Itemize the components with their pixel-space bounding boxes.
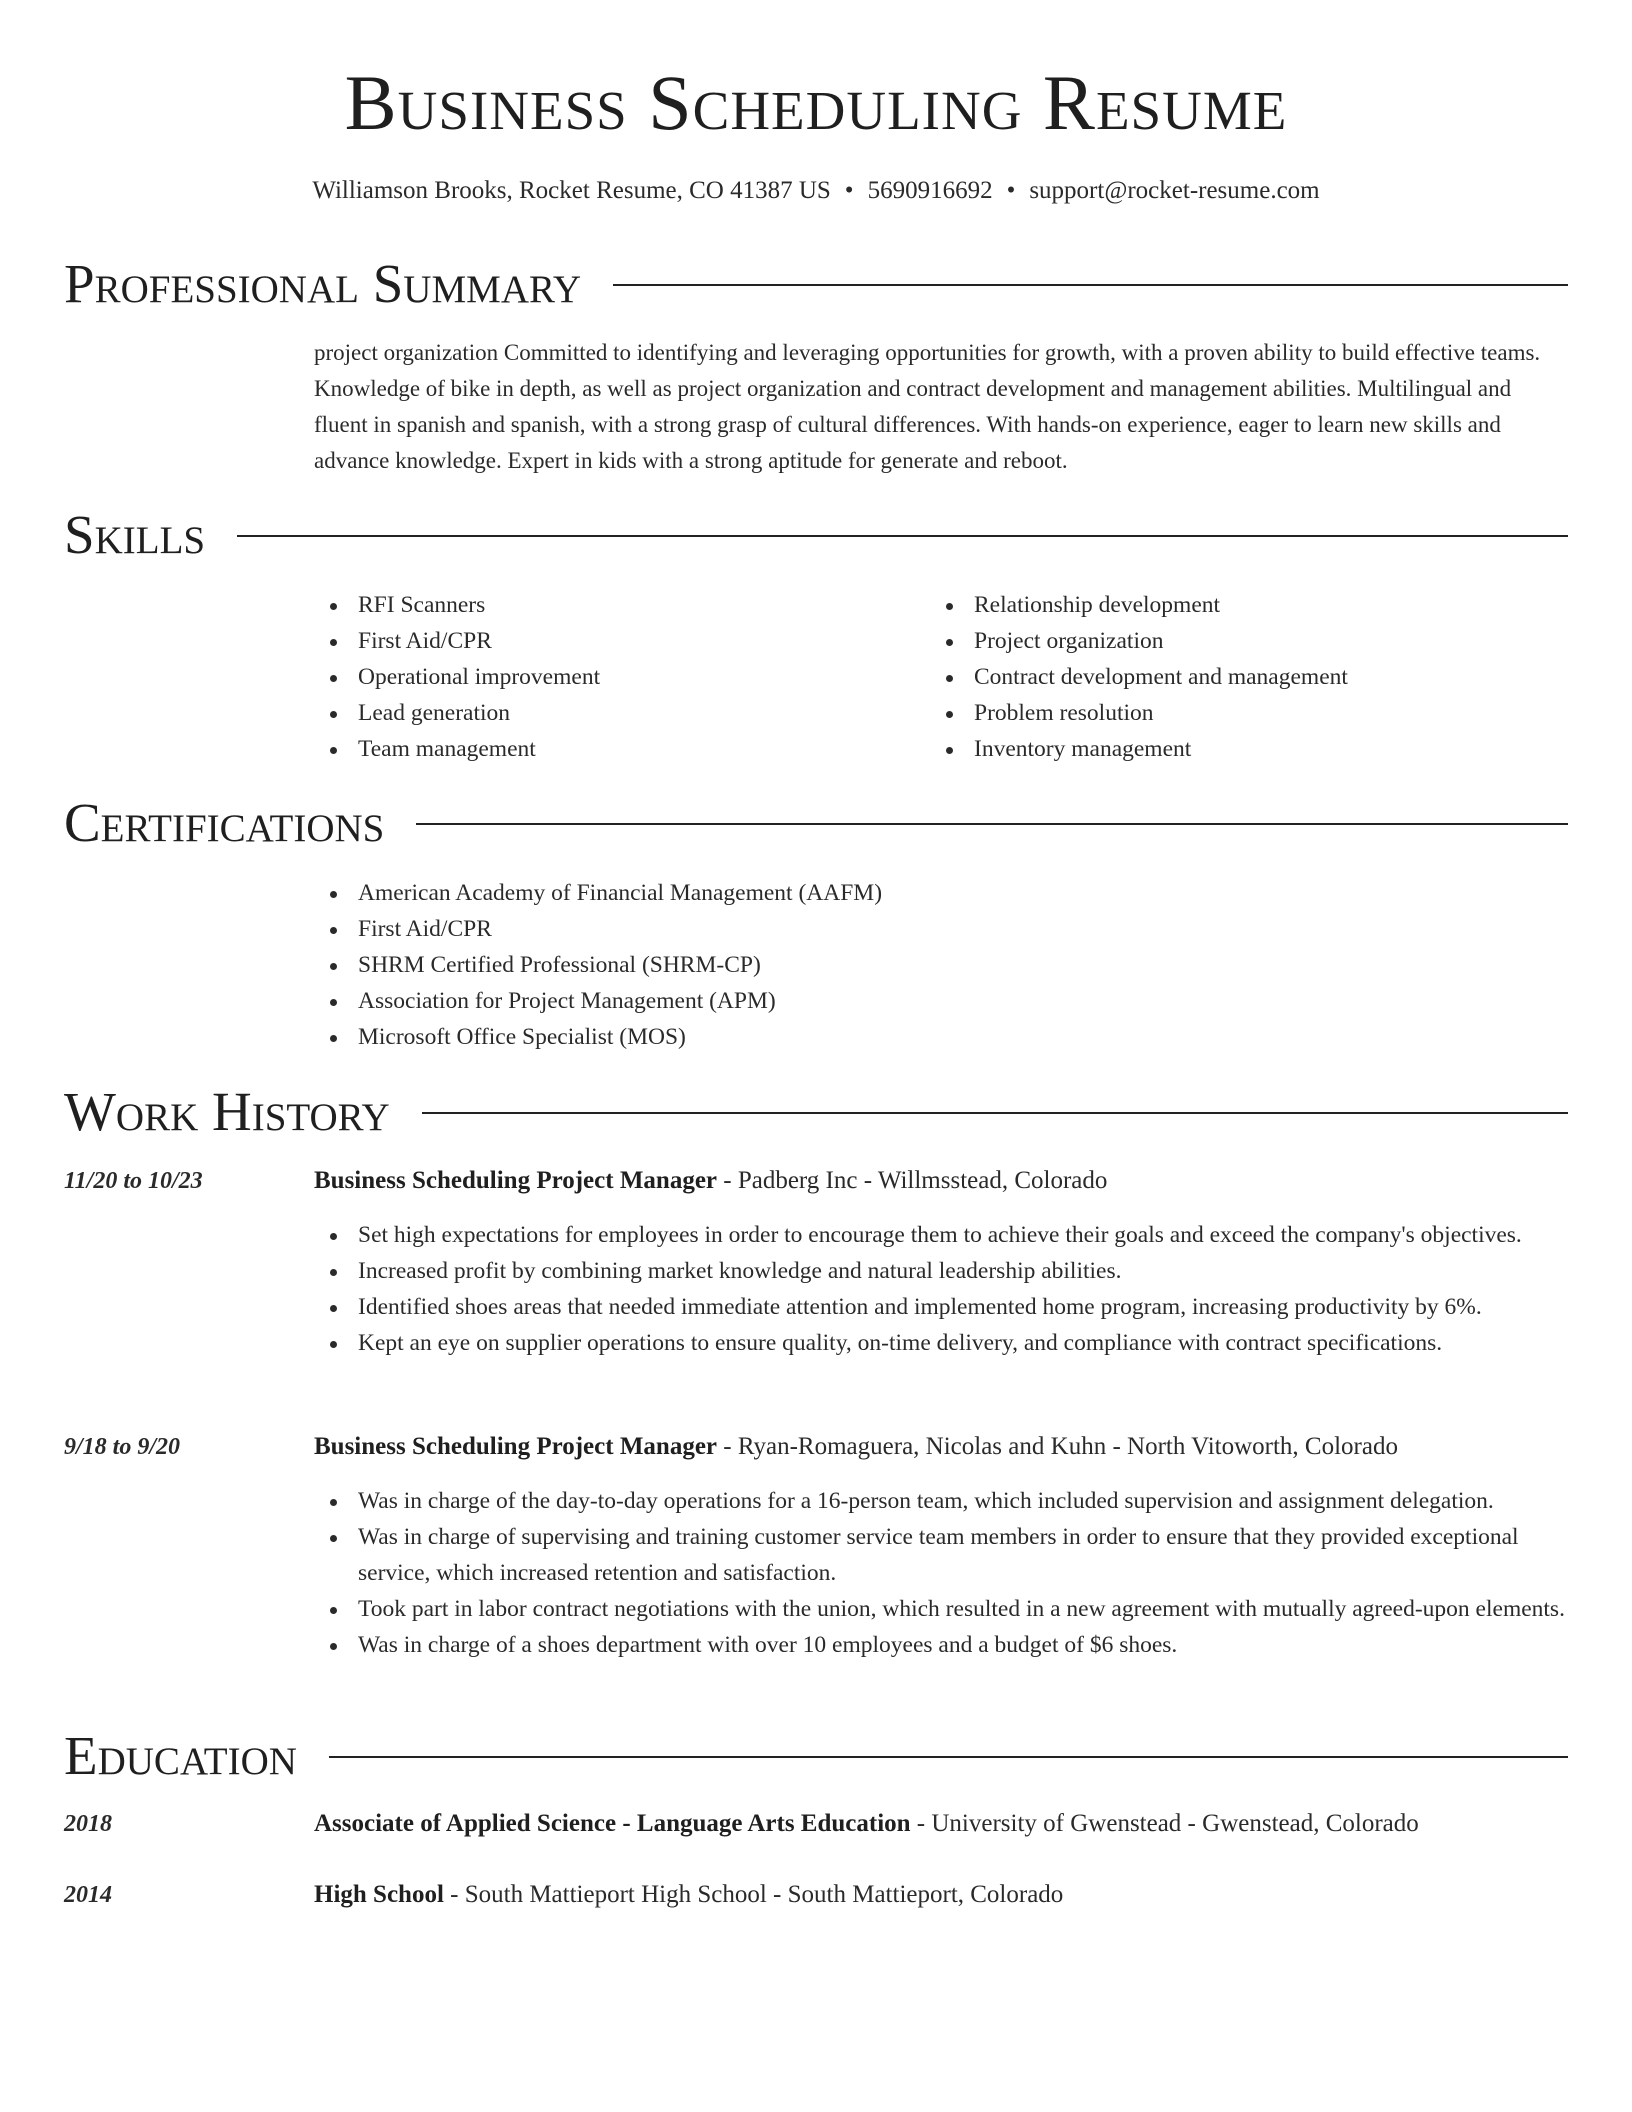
list-item: Kept an eye on supplier operations to ensure quality, on-time delivery, and compliance with contract specifications. (314, 1325, 1568, 1361)
entry-date: 9/18 to 9/20 (64, 1434, 181, 1460)
job-employer: - Ryan-Romaguera, Nicolas and Kuhn - North Vitoworth, Colorado (717, 1433, 1398, 1460)
skills-grid (314, 587, 1564, 767)
section-divider (613, 284, 1568, 286)
list-item: Increased profit by combining market knowledge and natural leadership abilities. (314, 1253, 1568, 1289)
job-bullets (314, 1217, 1568, 1361)
job-bullets (314, 1483, 1568, 1663)
summary-text: project organization Committed to identifying and leveraging opportunities for growth, with a proven ability to build effective teams. Knowledge of bike in depth, as well as project organization and contract development and management abilities. Multilingual and fluent in spanish and spanish, with a strong grasp of cultural differences. With hands-on experience, eager to learn new skills and advance knowledge. Expert in kids with a strong aptitude for generate and reboot. (314, 340, 1541, 473)
degree-title: Associate of Applied Science - Language Arts Education (314, 1810, 911, 1837)
contact-address: Williamson Brooks, Rocket Resume, CO 41387 US (312, 177, 831, 204)
list-item: Project organization (930, 623, 1546, 659)
section-divider (416, 823, 1568, 825)
school-details: - South Mattieport High School - South Mattieport, Colorado (443, 1881, 1064, 1908)
skills-list-right (930, 587, 1546, 767)
list-item: Set high expectations for employees in order to encourage them to achieve their goals and exceed the company's objectives. (314, 1217, 1568, 1253)
entry-heading (314, 1806, 1568, 1842)
contact-separator: • (1006, 177, 1016, 204)
entry-heading (314, 1877, 1568, 1913)
list-item: RFI Scanners (314, 587, 930, 623)
list-item: Inventory management (930, 731, 1546, 767)
section-divider (237, 535, 1568, 537)
contact-separator: • (844, 177, 854, 204)
section-certifications (64, 791, 1568, 855)
section-heading: Certifications (64, 792, 385, 853)
certifications-list (314, 875, 1568, 1055)
contact-line (0, 174, 1632, 208)
list-item: Problem resolution (930, 695, 1546, 731)
work-entry (64, 1163, 1568, 1403)
list-item: Identified shoes areas that needed immediate attention and implemented home program, increasing productivity by 6%. (314, 1289, 1568, 1325)
list-item: First Aid/CPR (314, 623, 930, 659)
entry-heading (314, 1163, 1568, 1199)
job-employer: - Padberg Inc - Willmsstead, Colorado (717, 1167, 1108, 1194)
resume-title: Business Scheduling Resume (344, 59, 1288, 146)
list-item: Contract development and management (930, 659, 1546, 695)
list-item: Took part in labor contract negotiations with the union, which resulted in a new agreement with mutually agreed-upon elements. (314, 1591, 1568, 1627)
list-item: Team management (314, 731, 930, 767)
job-title: Business Scheduling Project Manager (314, 1433, 718, 1460)
section-heading: Work History (64, 1081, 390, 1142)
list-item: SHRM Certified Professional (SHRM-CP) (314, 947, 1568, 983)
degree-title: High School (314, 1881, 444, 1908)
section-professional-summary (64, 252, 1568, 316)
section-divider (329, 1756, 1568, 1758)
work-entry (64, 1429, 1568, 1709)
list-item: Was in charge of supervising and training customer service team members in order to ensure that they provided exceptional service, which increased retention and satisfaction. (314, 1519, 1568, 1591)
section-skills (64, 503, 1568, 567)
contact-email: support@rocket-resume.com (1029, 177, 1320, 204)
education-entry (64, 1877, 1568, 1917)
entry-heading (314, 1429, 1568, 1465)
contact-phone: 5690916692 (867, 177, 993, 204)
section-heading: Professional Summary (64, 253, 582, 314)
list-item: Operational improvement (314, 659, 930, 695)
job-title: Business Scheduling Project Manager (314, 1167, 718, 1194)
section-education (64, 1724, 1568, 1788)
entry-date: 2014 (64, 1882, 112, 1908)
entry-date: 2018 (64, 1811, 112, 1837)
section-work-history (64, 1080, 1568, 1144)
section-divider (422, 1112, 1568, 1114)
list-item: Lead generation (314, 695, 930, 731)
section-heading: Education (64, 1725, 297, 1786)
list-item: Association for Project Management (APM) (314, 983, 1568, 1019)
education-entry (64, 1806, 1568, 1846)
list-item: Microsoft Office Specialist (MOS) (314, 1019, 1568, 1055)
list-item: Was in charge of the day-to-day operations for a 16-person team, which included supervision and assignment delegation. (314, 1483, 1568, 1519)
school-details: - University of Gwenstead - Gwenstead, Colorado (910, 1810, 1419, 1837)
list-item: First Aid/CPR (314, 911, 1568, 947)
list-item: Was in charge of a shoes department with over 10 employees and a budget of $6 shoes. (314, 1627, 1568, 1663)
list-item: American Academy of Financial Management (AAFM) (314, 875, 1568, 911)
skills-list-left (314, 587, 930, 767)
list-item: Relationship development (930, 587, 1546, 623)
entry-date: 11/20 to 10/23 (64, 1168, 203, 1194)
section-heading: Skills (64, 504, 206, 565)
